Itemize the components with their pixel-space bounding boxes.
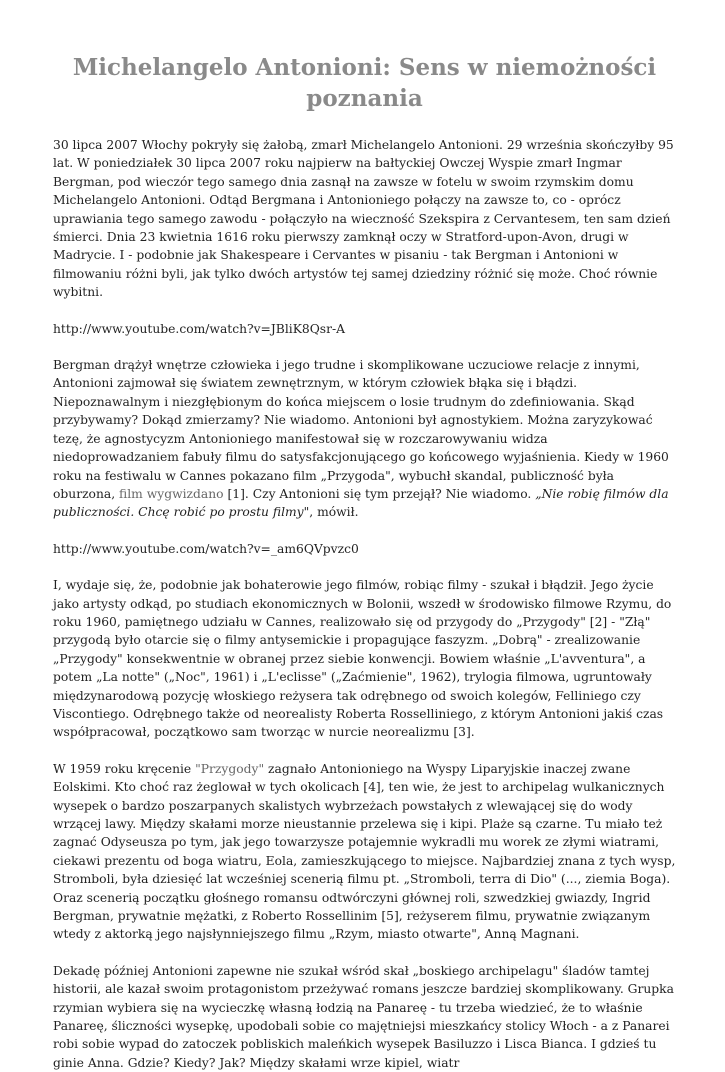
antonioni-quote: „Nie robię filmów dla publiczności. Chcę robić po prostu filmy" <box>53 486 669 520</box>
paragraph-4-text-b: zagnało Antonioniego na Wyspy Liparyjskie inaczej zwane Eolskimi. Kto choć raz żeglował w tych okolicach [4], ten wie, że jest to archipelag wulkanicznych wysepek o bardzo poszarpanych skalistych wybrzeżach powstałych z wlewającej się do wody wrzącej lawy. Między skałami morze nieustannie przelewa się i kipi. Plaże są czarne. Tu miało też zagnać Odyseusza po tym, jak jego towarzysze potajemnie wykradli mu worek ze złymi wiatrami, ciekawi prezentu od boga wiatru, Eola, zamieszkującego to miejsce. Najbardziej znana z tych wysp, Stromboli, była dziesięć lat wcześniej scenerią filmu pt. „Stromboli, terra di Dio" (..., ziemia Boga). Oraz scenerią początku głośnego romansu odtwórczyni głównej roli, szwedzkiej gwiazdy, Ingrid Bergman, prywatnie mężatki, z Roberto Rossellinim [5], reżyserem filmu, prywatnie związanym wtedy z aktorką jego najsłynniejszego filmu „Rzym, miasto otwarte", Anną Magnani. <box>53 761 676 942</box>
paragraph-1: 30 lipca 2007 Włochy pokryły się żałobą, zmarł Michelangelo Antonioni. 29 września skończyłby 95 lat. W poniedziałek 30 lipca 2007 roku najpierw na bałtyckiej Owczej Wyspie zmarł Ingmar Bergman, pod wieczór tego samego dnia zasnął na zawsze w fotelu w swoim rzymskim domu Michelangelo Antonioni. Odtąd Bergmana i Antonioniego połączy na zawsze to, co - oprócz uprawiania tego samego zawodu - połączyło na wieczność Szekspira z Cervantesem, ten sam dzień śmierci. Dnia 23 kwietnia 1616 roku pierwszy zamknął oczy w Stratford-upon-Avon, drugi w Madrycie. I - podobnie jak Shakespeare i Cervantes w pisaniu - tak Bergman i Antonioni w filmowaniu różni byli, jak tylko dwóch artystów tej samej dziedziny różnić się może. Choć równie wybitni. <box>53 138 674 300</box>
paragraph-4-text-a: W 1959 roku kręcenie <box>53 761 196 776</box>
film-wygwizdano-link[interactable]: film wygwizdano <box>119 486 224 501</box>
paragraph-5: Dekadę później Antonioni zapewne nie szukał wśród skał „boskiego archipelagu" śladów tamtej historii, ale kazał swoim protagonistom przeżywać romans jeszcze bardziej skomplikowany. Grupka rzymian wybiera się na wycieczkę własną łodzią na Panareę - tu trzeba wiedzieć, że to właśnie Panareę, śliczności wysepkę, upodobali sobie co majętniejsi mieszkańcy stolicy Włoch - a z Panarei robi sobie wypad do zatoczek pobliskich maleńkich wysepek Basiluzzo i Lisca Bianca. I gdzieś tu ginie Anna. Gdzie? Kiedy? Jak? Między skałami wrze kipiel, wiatr <box>53 963 674 1070</box>
przygody-link[interactable]: "Przygody" <box>195 761 265 776</box>
page-title: Michelangelo Antonioni: Sens w niemożności poznania <box>72 54 657 112</box>
paragraph-2-text-c: , mówił. <box>309 505 359 520</box>
paragraph-3: I, wydaje się, że, podobnie jak bohaterowie jego filmów, robiąc filmy - szukał i błądził. Jego życie jako artysty odkąd, po studiach ekonomicznych w Bolonii, wszedł w środowisko filmowe Rzymu, do roku 1960, pamiętnego udziału w Cannes, realizowało się od przygody do „Przygody" [2] - "Złą" przygodą było otarcie się o filmy antysemickie i propagujące faszyzm. „Dobrą" - zrealizowanie „Przygody" konsekwentnie w obranej przez siebie konwencji. Bowiem właśnie „L'avventura", a potem „La notte" („Noc", 1961) i „L'eclisse" („Zaćmienie", 1962), trylogia filmowa, ugruntowały międzynarodową pozycję włoskiego reżysera tak odrębnego od swoich kolegów, Felliniego czy Viscontiego. Odrębnego także od neorealisty Roberta Rosselliniego, z którym Antonioni jakiś czas współpracował, początkowo sam tworząc w nurcie neorealizmu [3]. <box>53 578 672 740</box>
paragraph-2-text-b: [1]. Czy Antonioni się tym przejął? Nie wiadomo. <box>223 486 536 501</box>
youtube-url-1: http://www.youtube.com/watch?v=JBliK8Qsr-A <box>53 321 346 336</box>
paragraph-2-text-a: Bergman drążył wnętrze człowieka i jego trudne i skomplikowane uczuciowe relacje z innymi, Antonioni zajmował się światem zewnętrznym, w którym człowiek błąka się i błądzi. Niepoznawalnym i niezgłębionym do końca miejscem o losie trudnym do zdefiniowania. Skąd przybywamy? Dokąd zmierzamy? Nie wiadomo. Antonioni był agnostykiem. Można zaryzykować tezę, że agnostycyzm Antonioniego manifestował się w rozczarowywaniu widza niedoprowadzaniem fabuły filmu do satysfakcjonującego go końcowego wyjaśnienia. Kiedy w 1960 roku na festiwalu w Cannes pokazano film „Przygoda", wybuchł skandal, publiczność była oburzona, <box>53 358 669 501</box>
paragraph-2 <box>53 356 676 522</box>
youtube-url-2: http://www.youtube.com/watch?v=_am6QVpvzc0 <box>53 541 359 556</box>
paragraph-4 <box>53 760 676 944</box>
